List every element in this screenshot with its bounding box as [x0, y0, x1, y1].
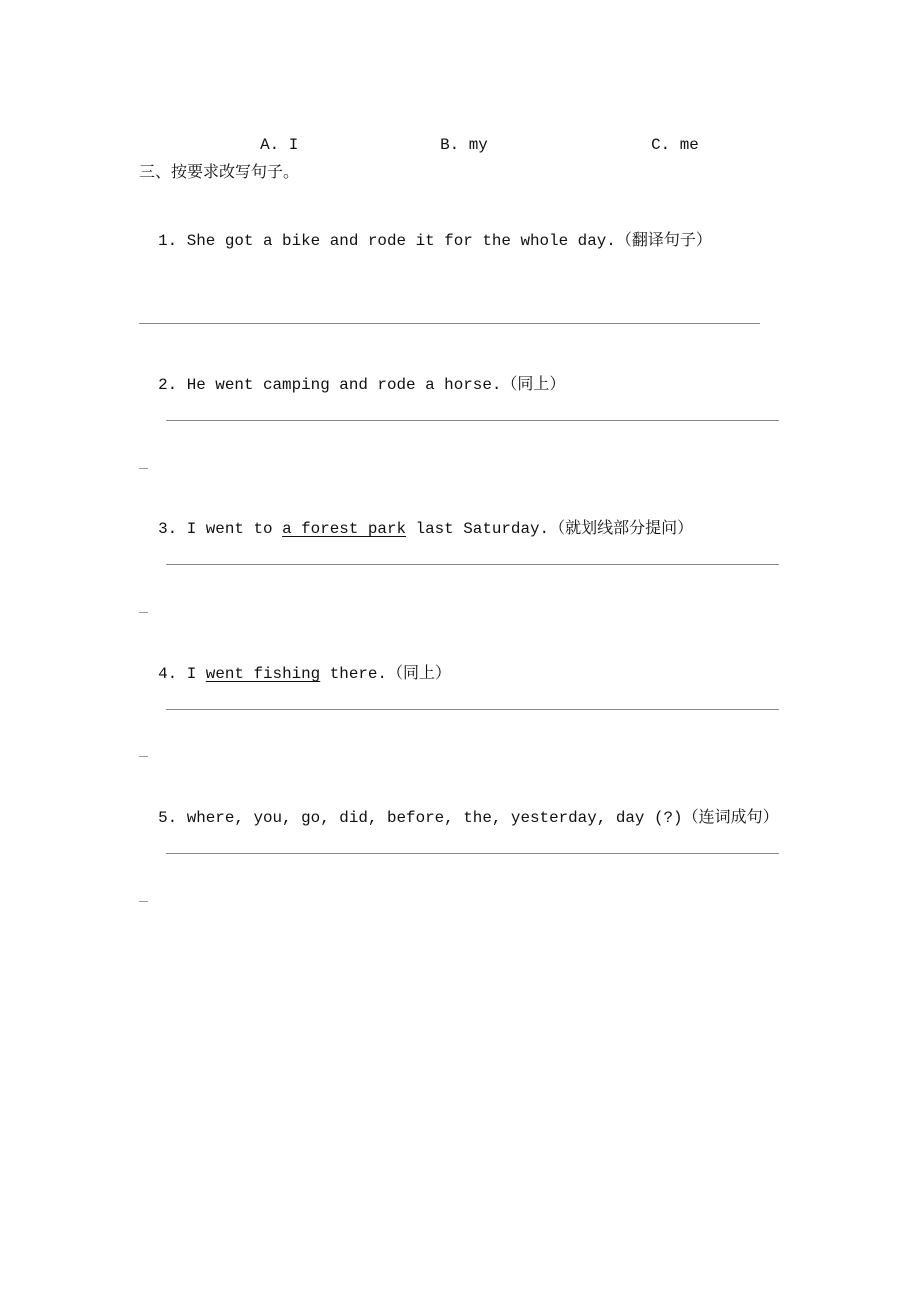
option-b	[421, 115, 488, 155]
underlined-phrase: went fishing	[205, 665, 321, 683]
answer-line-2[interactable]	[166, 420, 779, 421]
question-number: 2.	[158, 376, 178, 394]
question-3	[139, 498, 693, 539]
question-2	[139, 354, 565, 395]
question-text-pre: I	[186, 665, 206, 683]
underlined-phrase: a forest park	[282, 520, 407, 538]
question-number: 5.	[158, 809, 178, 827]
question-number: 4.	[158, 665, 178, 683]
question-instruction: （就划线部分提问）	[549, 518, 694, 537]
question-number: 1.	[158, 232, 178, 250]
answer-line-1[interactable]	[139, 323, 760, 324]
question-text-pre: I went to	[186, 520, 283, 538]
question-text-post: last Saturday.	[406, 520, 550, 538]
question-5	[139, 787, 779, 828]
answer-line-5[interactable]	[166, 853, 779, 854]
question-text: He went camping and rode a horse.	[186, 376, 502, 394]
question-text: She got a bike and rode it for the whole day.	[186, 232, 616, 250]
question-instruction: （翻译句子）	[615, 230, 712, 249]
question-text-post: there.	[320, 665, 387, 683]
option-b-letter: B.	[440, 136, 460, 154]
answer-line-4[interactable]	[166, 709, 779, 710]
option-c-value: me	[679, 136, 699, 154]
answer-line-4-tail	[139, 756, 148, 757]
question-instruction: （同上）	[386, 663, 451, 682]
question-instruction: （同上）	[501, 374, 566, 393]
option-a-letter: A.	[260, 136, 280, 154]
question-instruction: （连词成句）	[682, 807, 779, 826]
answer-line-5-tail	[139, 901, 148, 902]
answer-line-2-tail	[139, 468, 148, 469]
answer-line-3[interactable]	[166, 564, 779, 565]
option-b-value: my	[468, 136, 488, 154]
option-a	[241, 115, 298, 155]
answer-line-3-tail	[139, 612, 148, 613]
option-c-letter: C.	[651, 136, 671, 154]
option-a-value: I	[288, 136, 299, 154]
question-text: where, you, go, did, before, the, yesterday, day (?)	[186, 809, 683, 827]
section-title: 三、按要求改写句子。	[139, 162, 300, 181]
question-1	[139, 210, 712, 251]
question-number: 3.	[158, 520, 178, 538]
question-4	[139, 643, 451, 684]
option-c	[632, 115, 699, 155]
